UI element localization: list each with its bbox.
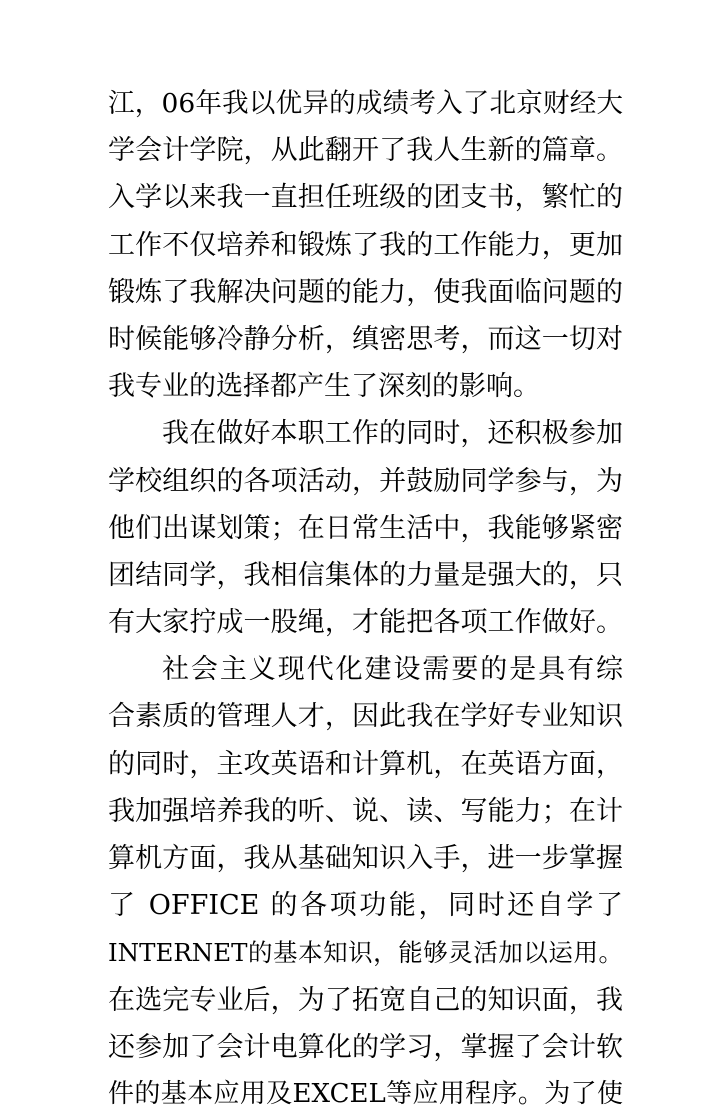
text-line: 入学以来我一直担任班级的团支书，繁忙的 <box>108 182 623 214</box>
text-line: 他们出谋划策；在日常生活中，我能够紧密 <box>108 512 623 544</box>
text-line: 了 OFFICE 的各项功能，同时还自学了 <box>108 890 623 922</box>
text-line: 工作不仅培养和锻炼了我的工作能力，更加 <box>108 229 623 261</box>
text-line: 的同时，主攻英语和计算机，在英语方面， <box>108 748 623 780</box>
text-line: 还参加了会计电算化的学习，掌握了会计软 <box>108 1031 623 1063</box>
text-line: 团结同学，我相信集体的力量是强大的，只 <box>108 559 623 591</box>
text-line: 件的基本应用及EXCEL等应用程序。为了使 <box>108 1078 623 1109</box>
body-text <box>108 80 623 1118</box>
text-line: 江，06年我以优异的成绩考入了北京财经大 <box>108 88 623 119</box>
text-line: 我专业的选择都产生了深刻的影响。 <box>108 371 540 403</box>
text-line: 锻炼了我解决问题的能力，使我面临问题的 <box>108 276 623 308</box>
text-line: 社会主义现代化建设需要的是具有综 <box>162 654 623 686</box>
text-line: 算机方面，我从基础知识入手，进一步掌握 <box>108 843 623 874</box>
text-line: 在选完专业后，为了拓宽自己的知识面，我 <box>108 984 623 1016</box>
text-line: INTERNET的基本知识，能够灵活加以运用。 <box>108 938 623 968</box>
text-line: 有大家拧成一股绳，才能把各项工作做好。 <box>108 607 623 639</box>
text-line: 学会计学院，从此翻开了我人生新的篇章。 <box>108 135 623 167</box>
text-line: 我加强培养我的听、说、读、写能力；在计 <box>108 795 623 827</box>
text-line: 合素质的管理人才，因此我在学好专业知识 <box>108 701 623 733</box>
text-line: 时候能够冷静分析，缜密思考，而这一切对 <box>108 323 623 355</box>
text-line: 学校组织的各项活动，并鼓励同学参与，为 <box>108 465 623 497</box>
text-line: 我在做好本职工作的同时，还积极参加 <box>162 418 623 450</box>
